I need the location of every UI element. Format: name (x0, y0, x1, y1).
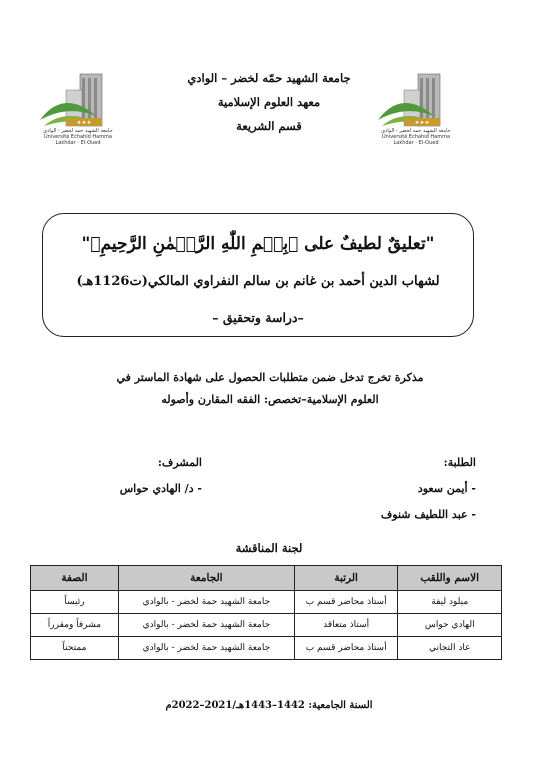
member-name: ميلود ليفة (398, 591, 502, 614)
member-role: ممتحناً (31, 637, 119, 660)
supervisor-block (62, 450, 202, 502)
table-row (31, 614, 502, 637)
member-name: الهادي حواس (398, 614, 502, 637)
thesis-author-line: لشهاب الدين أحمد بن غانم بن سالم النفراوي المالكي(ت1126هـ) (76, 274, 440, 289)
table-row (31, 591, 502, 614)
member-rank: أستاذ متعاقد (294, 614, 398, 637)
supervisor-name: - د/ الهادي حواس (119, 482, 202, 495)
committee-table (30, 565, 502, 660)
svg-text:✦✦✦: ✦✦✦ (76, 119, 92, 127)
logo-caption-right: جامعة الشهيد حمه لخضر - الوادي Université Echahid Hamma Lakhdar - El-Oued (381, 128, 451, 146)
col-header-role: الصفة (31, 566, 119, 591)
committee-title: لجنة المناقشة (235, 541, 303, 555)
supervisor-label: المشرف: (157, 456, 202, 469)
thesis-title: "تعليقٌ لطيفٌ على ﴿بِسۡمِ اللّٰهِ الرَّحۡمٰنِ الرَّحِيمِ﴾" (81, 234, 435, 254)
thesis-title-box (42, 213, 474, 337)
member-role: رئيساً (31, 591, 119, 614)
member-university: جامعة الشهيد حمة لخضر - بالوادي (118, 614, 294, 637)
member-name: عاد التجاني (398, 637, 502, 660)
svg-text:✦✦✦: ✦✦✦ (414, 119, 430, 127)
col-header-university: الجامعة (118, 566, 294, 591)
institution-header (160, 66, 378, 138)
student-name: - أيمن سعود (417, 482, 476, 495)
member-rank: أستاذ محاضر قسم ب (294, 637, 398, 660)
academic-year (0, 700, 538, 711)
table-header-row (31, 566, 502, 591)
logo-caption-left: جامعة الشهيد حمه لخضر - الوادي Université Echahid Hamma Lakhdar - El-Oued (43, 128, 113, 146)
students-label: الطلبة: (443, 456, 476, 469)
col-header-rank: الرتبة (294, 566, 398, 591)
department-name: قسم الشريعة (236, 119, 302, 133)
student-name: - عبد اللطيف شنوف (380, 508, 476, 521)
academic-year-value: 1442–1443هـ/2021–2022م (165, 700, 305, 711)
member-university: جامعة الشهيد حمة لخضر - بالوادي (118, 637, 294, 660)
member-rank: أستاذ محاضر قسم ب (294, 591, 398, 614)
member-role: مشرفاً ومقرراً (31, 614, 119, 637)
thesis-subtitle: –دراسة وتحقيق – (212, 310, 304, 325)
university-name: جامعة الشهيد حمّه لخضر – الوادي (187, 71, 351, 85)
col-header-name: الاسم واللقب (398, 566, 502, 591)
thesis-description: مذكرة تخرج تدخل ضمن متطلبات الحصول على شهادة الماستر في العلوم الإسلامية–تخصص: الفقه المقارن وأصوله (116, 371, 424, 406)
academic-year-label: السنة الجامعية: (308, 700, 373, 711)
member-university: جامعة الشهيد حمة لخضر - بالوادي (118, 591, 294, 614)
table-row (31, 637, 502, 660)
institute-name: معهد العلوم الإسلامية (217, 95, 321, 109)
students-block (381, 450, 476, 528)
